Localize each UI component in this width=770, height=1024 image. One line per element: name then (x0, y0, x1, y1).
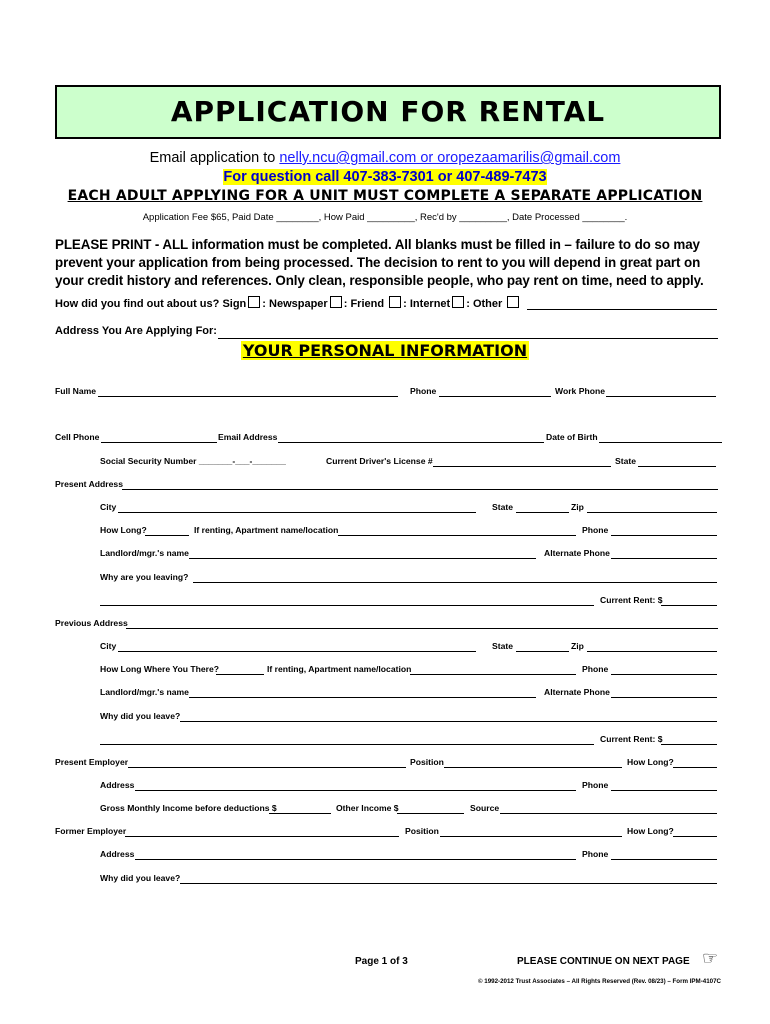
option-internet: Internet : (409, 298, 470, 310)
page-number: Page 1 of 3 (355, 956, 408, 967)
state-label: State (492, 502, 514, 512)
dob-blank[interactable] (599, 442, 722, 443)
previous-address-blank[interactable] (126, 628, 718, 629)
landlord-2-label: Landlord/mgr.'s name (100, 687, 189, 697)
state-2-label: State (492, 641, 514, 651)
address-applying-label: Address You Are Applying For: (55, 325, 217, 337)
other-blank[interactable] (527, 309, 717, 310)
zip-2-label: Zip (571, 641, 584, 651)
landlord-blank[interactable] (189, 558, 536, 559)
phone-2-label: Phone (582, 525, 609, 535)
present-address-label: Present Address (55, 479, 123, 489)
how-long-emp-label: How Long? (627, 757, 674, 767)
current-rent-label: Current Rent: $ (600, 595, 663, 605)
former-phone-label: Phone (582, 849, 609, 859)
former-phone-blank[interactable] (611, 859, 717, 860)
referral-question: How did you find out about us? (55, 298, 220, 310)
position-2-blank[interactable] (440, 836, 622, 837)
checkbox-newspaper[interactable] (330, 296, 342, 308)
present-address-blank[interactable] (122, 489, 718, 490)
present-employer-label: Present Employer (55, 757, 129, 767)
why-did-leave-blank-2[interactable] (100, 744, 594, 745)
checkbox-friend[interactable] (389, 296, 401, 308)
why-did-leave-blank[interactable] (180, 721, 717, 722)
alt-phone-label: Alternate Phone (544, 548, 610, 558)
license-blank[interactable] (433, 466, 611, 467)
former-address-blank[interactable] (135, 859, 576, 860)
how-long-there-label: How Long Where You There? (100, 664, 220, 674)
if-renting-label: If renting, Apartment name/location (194, 525, 339, 535)
work-phone-label: Work Phone (555, 386, 605, 396)
option-other: Other (473, 298, 521, 310)
zip-label: Zip (571, 502, 584, 512)
city-2-blank[interactable] (118, 651, 476, 652)
how-long-former-label: How Long? (627, 826, 674, 836)
emp-address-blank[interactable] (135, 790, 576, 791)
current-rent-blank[interactable] (661, 605, 717, 606)
emp-phone-blank[interactable] (611, 790, 717, 791)
zip-2-blank[interactable] (587, 651, 717, 652)
previous-address-label: Previous Address (55, 618, 128, 628)
checkbox-other[interactable] (507, 296, 519, 308)
former-employer-label: Former Employer (55, 826, 127, 836)
why-leaving-blank-2[interactable] (100, 605, 594, 606)
former-why-leave-label: Why did you leave? (100, 873, 181, 883)
if-renting-2-label: If renting, Apartment name/location (267, 664, 412, 674)
if-renting-2-blank[interactable] (410, 674, 576, 675)
current-rent-2-label: Current Rent: $ (600, 734, 663, 744)
how-long-label: How Long? (100, 525, 147, 535)
landlord-label: Landlord/mgr.'s name (100, 548, 189, 558)
option-friend: Friend : (350, 298, 407, 310)
each-adult-notice: EACH ADULT APPLYING FOR A UNIT MUST COMPLETE A SEPARATE APPLICATION (67, 188, 703, 204)
how-long-emp-blank[interactable] (673, 767, 717, 768)
license-state-blank[interactable] (638, 466, 716, 467)
checkbox-internet[interactable] (452, 296, 464, 308)
phone-3-label: Phone (582, 664, 609, 674)
email-address-blank[interactable] (278, 442, 544, 443)
alt-phone-blank[interactable] (611, 558, 717, 559)
position-label: Position (410, 757, 444, 767)
referral-row (55, 296, 521, 310)
alt-phone-2-blank[interactable] (611, 697, 717, 698)
state-blank[interactable] (516, 512, 569, 513)
section-title: YOUR PERSONAL INFORMATION (242, 341, 528, 360)
zip-blank[interactable] (587, 512, 717, 513)
source-label: Source (470, 803, 500, 813)
how-long-former-blank[interactable] (673, 836, 717, 837)
email-prefix: Email application to (149, 150, 280, 166)
option-newspaper: Newspaper : (269, 298, 348, 310)
present-employer-blank[interactable] (128, 767, 406, 768)
state-2-blank[interactable] (516, 651, 569, 652)
position-blank[interactable] (444, 767, 622, 768)
emp-address-label: Address (100, 780, 135, 790)
phone-blank[interactable] (439, 396, 551, 397)
city-blank[interactable] (118, 512, 476, 513)
phone-2-blank[interactable] (611, 535, 717, 536)
phone-3-blank[interactable] (611, 674, 717, 675)
other-income-blank[interactable] (397, 813, 464, 814)
how-long-there-blank[interactable] (216, 674, 264, 675)
full-name-label: Full Name (55, 386, 97, 396)
cell-phone-blank[interactable] (101, 442, 217, 443)
former-employer-blank[interactable] (125, 836, 399, 837)
if-renting-blank[interactable] (338, 535, 576, 536)
call-text: For question call 407-383-7301 or 407-489-7473 (223, 169, 547, 185)
call-line (0, 169, 770, 185)
continue-notice: PLEASE CONTINUE ON NEXT PAGE (517, 956, 690, 967)
city-label: City (100, 502, 117, 512)
copyright: © 1992-2012 Trust Associates – All Rights Reserved (Rev. 08/23) – Form IPM-4107C (478, 978, 721, 985)
why-leaving-blank[interactable] (193, 582, 717, 583)
landlord-2-blank[interactable] (189, 697, 536, 698)
why-leaving-label: Why are you leaving? (100, 572, 189, 582)
former-address-label: Address (100, 849, 135, 859)
checkbox-sign[interactable] (248, 296, 260, 308)
how-long-blank[interactable] (145, 535, 189, 536)
former-why-leave-blank[interactable] (180, 883, 717, 884)
emp-phone-label: Phone (582, 780, 609, 790)
phone-label: Phone (410, 386, 437, 396)
work-phone-blank[interactable] (606, 396, 716, 397)
city-2-label: City (100, 641, 117, 651)
current-rent-2-blank[interactable] (661, 744, 717, 745)
license-state-label: State (615, 456, 637, 466)
email-links[interactable]: nelly.ncu@gmail.com or oropezaamarilis@gmail.com (279, 150, 621, 166)
ssn-label: Social Security Number _______-___-_______ (100, 456, 286, 466)
email-address-label: Email Address (218, 432, 278, 442)
source-blank[interactable] (500, 813, 717, 814)
position-2-label: Position (405, 826, 439, 836)
fee-line: Application Fee $65, Paid Date ________, How Paid _________, Rec'd by _________, Date Processed ________. (142, 212, 628, 223)
why-did-leave-label: Why did you leave? (100, 711, 181, 721)
license-label: Current Driver's License # (326, 456, 433, 466)
instructions: PLEASE PRINT - ALL information must be completed. All blanks must be filled in – failure to do so may prevent your application from being processed. The decision to rent to you will depend in great part on your credit history and references. Only clean, responsible people, who pay rent on time, need to apply. (55, 237, 704, 288)
pointing-hand-icon: ☞ (702, 948, 719, 968)
cell-phone-label: Cell Phone (55, 432, 100, 442)
gross-income-label: Gross Monthly Income before deductions $ (100, 803, 277, 813)
gross-income-blank[interactable] (269, 813, 331, 814)
full-name-blank[interactable] (98, 396, 398, 397)
alt-phone-2-label: Alternate Phone (544, 687, 610, 697)
option-sign: Sign : (222, 298, 266, 310)
dob-label: Date of Birth (546, 432, 598, 442)
address-applying-blank[interactable] (218, 338, 718, 339)
page-title: APPLICATION FOR RENTAL (55, 85, 721, 139)
other-income-label: Other Income $ (336, 803, 399, 813)
email-line (0, 150, 770, 166)
